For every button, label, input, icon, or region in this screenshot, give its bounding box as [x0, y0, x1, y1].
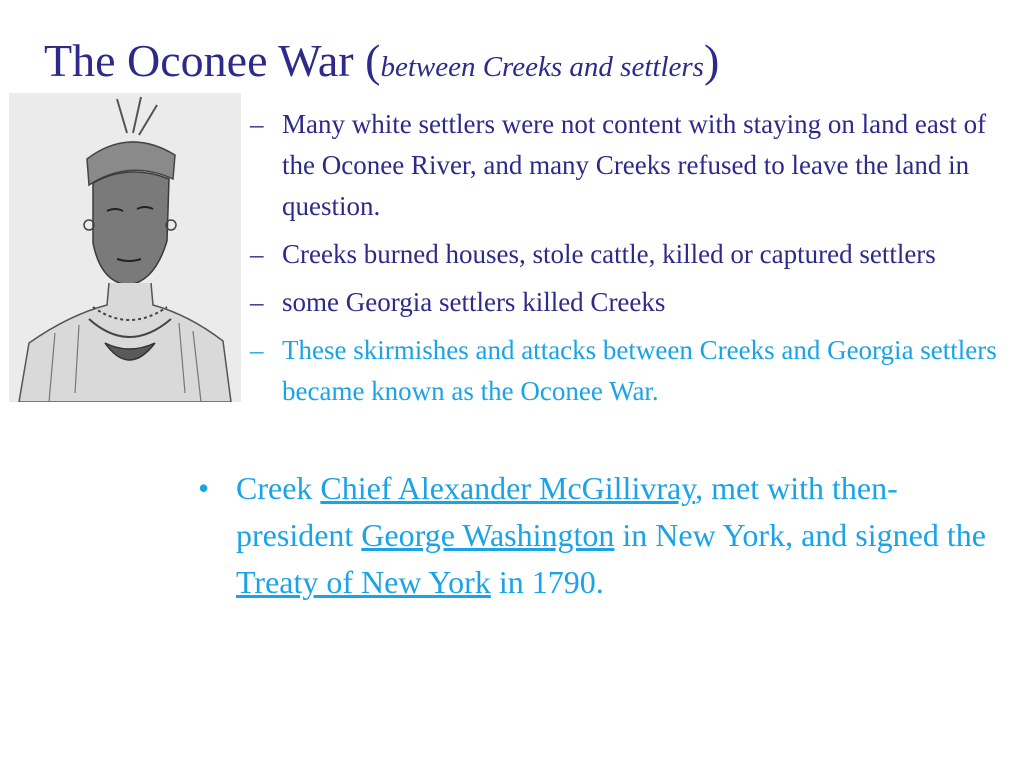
- sub-bullet-text: Creeks burned houses, stole cattle, killed or captured settlers: [282, 239, 936, 269]
- sub-bullet-item: [248, 234, 1008, 275]
- sub-bullet-item: [248, 104, 1008, 227]
- main-text-2: , met with then-president: [236, 470, 898, 553]
- bullet-marker: •: [198, 470, 210, 506]
- sub-bullet-item: [248, 282, 1008, 323]
- portrait-sketch: [9, 93, 241, 402]
- sub-bullet-list: [248, 104, 1008, 419]
- link-treaty-new-york[interactable]: Treaty of New York: [236, 564, 491, 600]
- sub-bullet-text: some Georgia settlers killed Creeks: [282, 287, 666, 317]
- title-close-paren: ): [703, 35, 720, 86]
- title-main: The Oconee War: [44, 35, 354, 86]
- dash-marker: –: [250, 239, 264, 269]
- link-mcgillivray[interactable]: Chief Alexander McGillivray: [320, 470, 696, 506]
- portrait-image: [9, 93, 241, 402]
- title-open-paren: (: [353, 35, 381, 86]
- main-text-1: Creek: [236, 470, 321, 506]
- main-bullet-list: [196, 465, 996, 606]
- slide-title: [44, 36, 719, 87]
- sub-bullet-text: Many white settlers were not content with staying on land east of the Oconee River, and many Creeks refused to leave the land in question.: [282, 109, 987, 221]
- dash-marker: –: [250, 335, 264, 365]
- sub-bullet-item-highlight: [248, 330, 1008, 412]
- main-text-4: in 1790.: [490, 564, 604, 600]
- title-subtitle: between Creeks and settlers: [380, 51, 704, 83]
- main-bullet-item: [196, 465, 996, 606]
- main-text-3: in New York, and signed the: [614, 517, 986, 553]
- dash-marker: –: [250, 109, 264, 139]
- sub-bullet-text: These skirmishes and attacks between Creeks and Georgia settlers became known as the Oconee War.: [282, 335, 997, 406]
- dash-marker: –: [250, 287, 264, 317]
- link-washington[interactable]: George Washington: [361, 517, 615, 553]
